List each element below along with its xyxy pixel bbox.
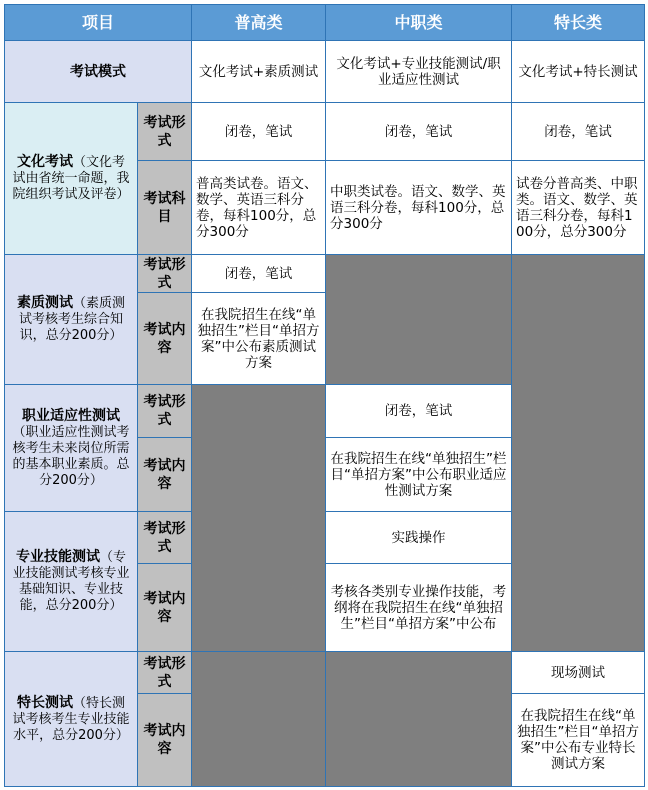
special-content-col3: 在我院招生在线“单独招生”栏目“单招方案”中公布专业特长测试方案 bbox=[512, 694, 645, 787]
skill-content-label: 考试内容 bbox=[138, 564, 192, 652]
skill-title: 专业技能测试 bbox=[15, 549, 100, 565]
blocked-col2-bottom bbox=[326, 652, 512, 787]
quality-title: 素质测试 bbox=[16, 295, 73, 311]
vocational-section bbox=[5, 385, 138, 512]
blocked-col1-mid bbox=[192, 385, 326, 652]
vocational-form-col2: 闭卷，笔试 bbox=[326, 385, 512, 438]
quality-content-label: 考试内容 bbox=[138, 293, 192, 385]
special-note: （特长测试考核考生专业技能水平，总分200分） bbox=[12, 695, 130, 743]
culture-form-label: 考试形式 bbox=[138, 103, 192, 161]
special-form-col3: 现场测试 bbox=[512, 652, 645, 694]
culture-subject-label: 考试科目 bbox=[138, 161, 192, 255]
quality-form-row bbox=[5, 255, 645, 293]
quality-blocked-col2 bbox=[326, 255, 512, 385]
culture-section bbox=[5, 103, 138, 255]
special-content-label: 考试内容 bbox=[138, 694, 192, 787]
mode-label: 考试模式 bbox=[5, 41, 192, 103]
skill-form-col2: 实践操作 bbox=[326, 512, 512, 564]
vocational-content-col2: 在我院招生在线“单独招生”栏目“单招方案”中公布职业适应性测试方案 bbox=[326, 438, 512, 512]
special-section bbox=[5, 652, 138, 787]
vocational-form-label: 考试形式 bbox=[138, 385, 192, 438]
header-col3: 特长类 bbox=[512, 5, 645, 41]
header-item: 项目 bbox=[5, 5, 192, 41]
vocational-content-label: 考试内容 bbox=[138, 438, 192, 512]
vocational-note: （职业适应性测试考核考生未来岗位所需的基本职业素质。总分200分） bbox=[12, 424, 130, 488]
special-form-row bbox=[5, 652, 645, 694]
quality-note: （素质测试考核考生综合知识，总分200分） bbox=[18, 296, 125, 343]
mode-col3: 文化考试+特长测试 bbox=[512, 41, 645, 103]
skill-form-label: 考试形式 bbox=[138, 512, 192, 564]
culture-subject-col2: 中职类试卷。语文、数学、英语三科分卷，每科100分，总分300分 bbox=[326, 161, 512, 255]
skill-section bbox=[5, 512, 138, 652]
culture-form-col1: 闭卷，笔试 bbox=[192, 103, 326, 161]
culture-title: 文化考试 bbox=[16, 154, 73, 170]
skill-content-col2: 考核各类别专业操作技能，考纲将在我院招生在线“单独招生”栏目“单招方案”中公布 bbox=[326, 564, 512, 652]
header-col1: 普高类 bbox=[192, 5, 326, 41]
header-col2: 中职类 bbox=[326, 5, 512, 41]
culture-subject-col3: 试卷分普高类、中职类。语文、数学、英语三科分卷，每科100分，总分300分 bbox=[512, 161, 645, 255]
special-title: 特长测试 bbox=[16, 694, 73, 711]
culture-form-col3: 闭卷，笔试 bbox=[512, 103, 645, 161]
skill-note: （专业技能测试考核专业基础知识、专业技能，总分200分） bbox=[12, 550, 130, 613]
culture-form-col2: 闭卷，笔试 bbox=[326, 103, 512, 161]
quality-form-label: 考试形式 bbox=[138, 255, 192, 293]
mode-col1: 文化考试+素质测试 bbox=[192, 41, 326, 103]
culture-note: （文化考试由省统一命题，我院组织考试及评卷） bbox=[12, 155, 130, 202]
quality-form-col1: 闭卷，笔试 bbox=[192, 255, 326, 293]
header-row bbox=[5, 5, 645, 41]
mode-row bbox=[5, 41, 645, 103]
blocked-col3 bbox=[512, 255, 645, 652]
mode-col2: 文化考试+专业技能测试/职业适应性测试 bbox=[326, 41, 512, 103]
quality-content-col1: 在我院招生在线“单独招生”栏目“单招方案”中公布素质测试方案 bbox=[192, 293, 326, 385]
blocked-col1-bottom bbox=[192, 652, 326, 787]
special-form-label: 考试形式 bbox=[138, 652, 192, 694]
exam-table bbox=[4, 4, 645, 787]
vocational-title: 职业适应性测试 bbox=[22, 407, 120, 424]
quality-section bbox=[5, 255, 138, 385]
culture-subject-col1: 普高类试卷。语文、数学、英语三科分卷，每科100分，总分300分 bbox=[192, 161, 326, 255]
culture-form-row bbox=[5, 103, 645, 161]
